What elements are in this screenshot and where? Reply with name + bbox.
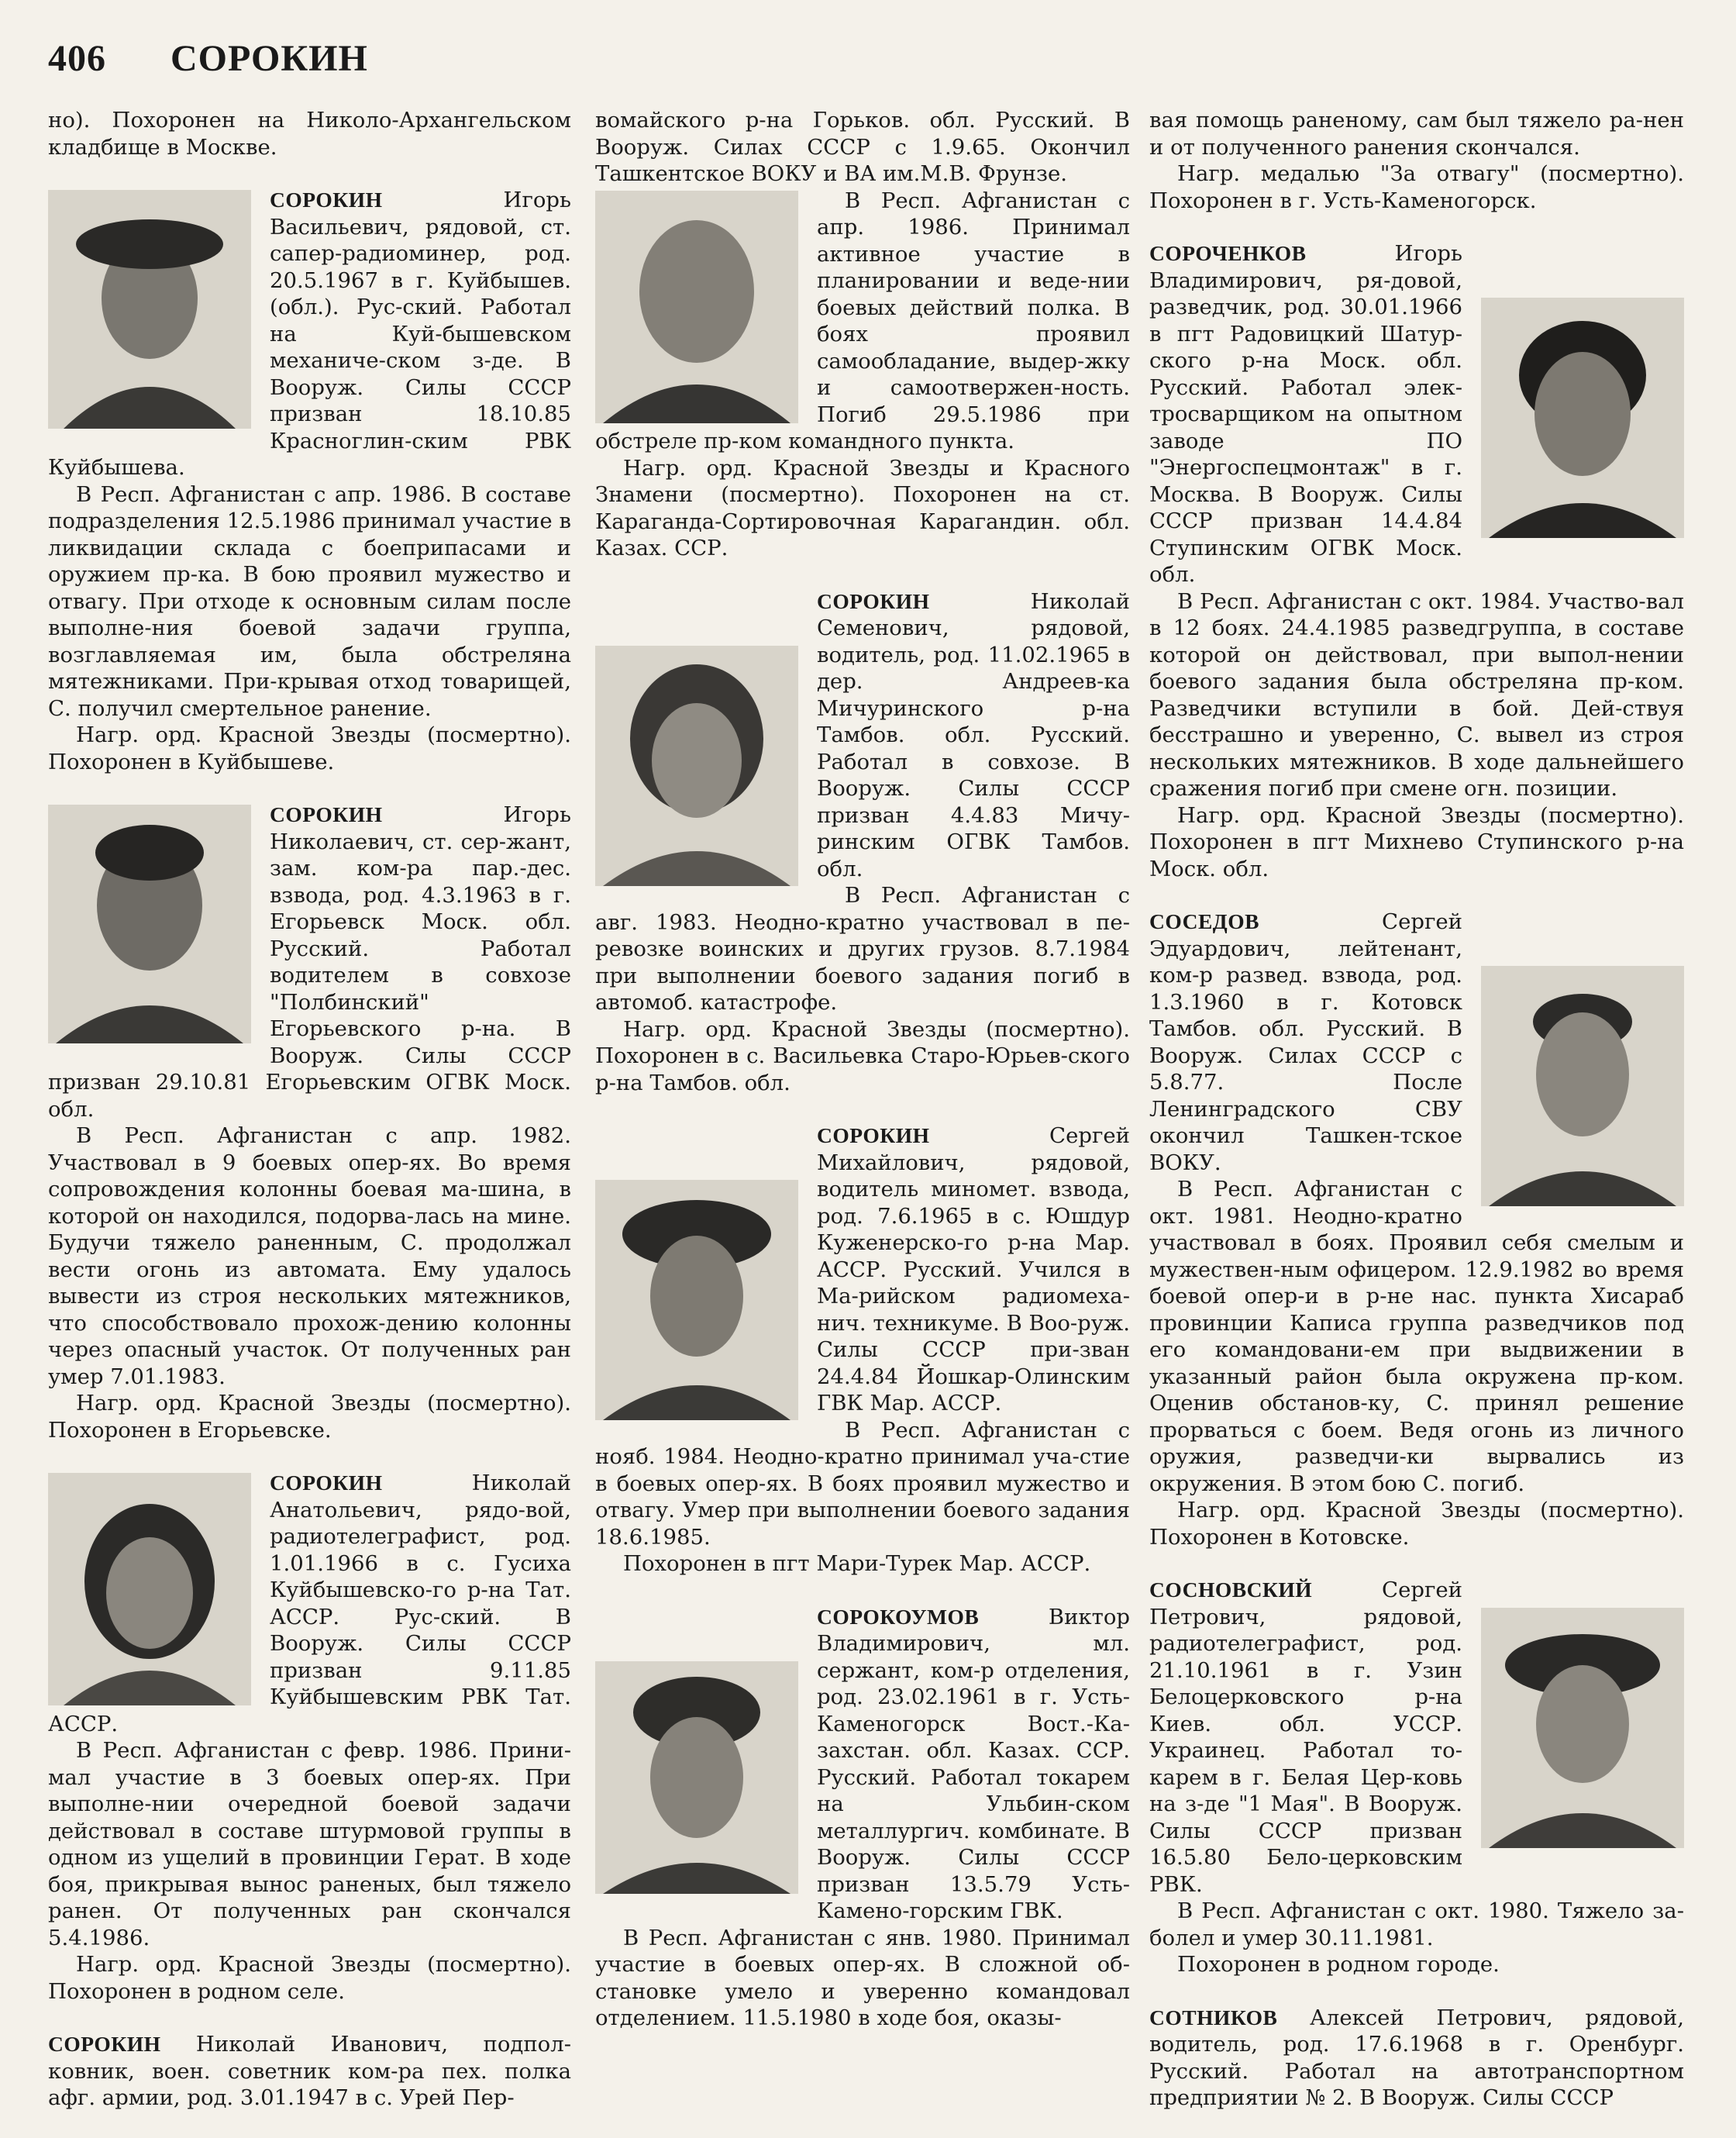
entry-service: В Респ. Афганистан с авг. 1983. Неодно-кратно участвовал в пе-ревозке воинских и других грузов. 8.7.1984 при выполнении боевого задания погиб в автомоб. катастрофе.: [595, 883, 1130, 1015]
portrait-photo: [48, 190, 251, 429]
page-number: 406: [48, 38, 106, 79]
biography-entry: [1149, 909, 1684, 1550]
entry-lead: Игорь Владимирович, ря-довой, разведчик, род. 30.01.1966 в пгт Радовицкий Шатур-ского р-на Моск. обл. Русский. Работал элек-тросварщиком на опытном заводе ПО "Энергоспецмонтаж" в г. Москва. В Вооруж. Силы СССР призван 14.4.84 Ступинским ОГВК Моск. обл.: [1149, 241, 1462, 587]
biography-entry: [48, 187, 571, 775]
entry-award: Нагр. орд. Красной Звезды и Красного Знамени (посмертно). Похоронен на ст. Караганда-Сортировочная Карагандин. обл. Казах. ССР.: [595, 455, 1130, 560]
entry-lead: Игорь Николаевич, ст. сер-жант, зам. ком-ра пар.-дес. взвода, род. 4.3.1963 в г. Егорьевск Моск. обл. Русский. Работал водителем в совхозе "Полбинский" Егорьевского р-на. В Вооруж. Силы СССР призван 29.10.81 Егорьевским ОГВК Моск. обл.: [48, 802, 571, 1122]
biography-entry: [1149, 240, 1684, 882]
entry-surname: СОСЕДОВ: [1149, 909, 1259, 933]
entry-award: Нагр. медалью "За отвагу" (посмертно). Похоронен в г. Усть-Каменогорск.: [1149, 161, 1684, 213]
continuation-block: [595, 188, 1130, 562]
entry-service: В Респ. Афганистан с апр. 1986. В составе подразделения 12.5.1986 принимал участие в ликвидации склада с боеприпасами и оружием пр-ка. В бою проявил мужество и отвагу. При отходе к основным силам после выполне-ния боевой задачи группа, возглавляемая им, была обстреляна мятежниками. При-крывая отход товарищей, С. получил смертельное ранение.: [48, 481, 571, 721]
portrait-photo: [1481, 1608, 1684, 1848]
running-title: СОРОКИН: [170, 38, 368, 79]
entry-surname: СОСНОВСКИЙ: [1149, 1578, 1313, 1602]
portrait-photo: [595, 1661, 798, 1894]
entry-service: В Респ. Афганистан с янв. 1980. Принимал участие в боевых опер-ях. В сложной об-становке умело и уверенно командовал отделением. 11.5.1980 в ходе боя, оказы-: [595, 1925, 1130, 2030]
biography-entry: [48, 1470, 571, 2005]
entry-lead: Алексей Петрович, рядовой, водитель, род. 17.6.1968 в г. Оренбург. Русский. Работал на автотранспортном предприятии № 2. В Вооруж. Силы СССР: [1149, 2005, 1684, 2110]
entry-service: В Респ. Афганистан с февр. 1986. Прини-мал участие в 3 боевых опер-ях. При выполне-нии очередной боевой задачи действовал в составе штурмовой группы в одном из ущелий в провинции Герат. В ходе боя, прикрывая вынос раненых, был тяжело ранен. От полученных ран скончался 5.4.1986.: [48, 1738, 571, 1950]
entry-lead: Сергей Михайлович, рядовой, водитель миномет. взвода, род. 7.6.1965 в с. Юшдур Куженерско-го р-на Мар. АССР. Русский. Учился в Ма-рийском радиомеха-нич. техникуме. В Воо-руж. Силы СССР при-зван 24.4.84 Йошкар-Олинским ГВК Мар. АССР.: [817, 1123, 1130, 1416]
entry-service: В Респ. Афганистан с окт. 1980. Тяжело за-болел и умер 30.11.1981.: [1149, 1898, 1684, 1950]
entry-surname: СОРОКОУМОВ: [817, 1604, 980, 1629]
entry-surname: СОРОКИН: [48, 2032, 161, 2056]
entry-service: В Респ. Афганистан с нояб. 1984. Неодно-кратно принимал уча-стие в боевых опер-ях. В боях проявил мужество и отвагу. Умер при выполнении боевого задания 18.6.1985.: [595, 1417, 1130, 1550]
entry-award: Нагр. орд. Красной Звезды (посмертно). Похоронен в пгт Михнево Ступинского р-на Моск. обл.: [1149, 802, 1684, 881]
column-3: [1149, 107, 1684, 2138]
page-header: [48, 37, 368, 80]
entry-surname: СОТНИКОВ: [1149, 2005, 1278, 2029]
entry-surname: СОРОКИН: [270, 1471, 383, 1495]
entry-surname: СОРОКИН: [270, 188, 383, 212]
entry-service: В Респ. Афганистан с окт. 1981. Неодно-кратно участвовал в боях. Проявил себя смелым и мужествен-ным офицером. 12.9.1982 во время боевой опер-и в р-не нас. пункта Хисараб провинции Каписа группа разведчиков под его командовани-ем при выдвижении в указанный район была окружена пр-ком. Оценив обстанов-ку, С. принял решение прорваться с боем. Ведя огонь из личного оружия, разведчи-ки вырвались из окружения. В этом бою С. погиб.: [1149, 1177, 1684, 1496]
entry-lead: Николай Семенович, рядовой, водитель, род. 11.02.1965 в дер. Андреев-ка Мичуринского р-на Тамбов. обл. Русский. Работал в совхозе. В Вооруж. Силы СССР призван 4.4.83 Мичу-ринским ОГВК Тамбов. обл.: [817, 588, 1130, 881]
continuation-text: вомайского р-на Горьков. обл. Русский. В Вооруж. Силах СССР с 1.9.65. Окончил Ташкентское ВОКУ и ВА им.М.В. Фрунзе.: [595, 108, 1130, 186]
entry-service: В Респ. Афганистан с окт. 1984. Участво-вал в 12 боях. 24.4.1985 разведгруппа, в составе которой он действовал, при выпол-нении боевого задания была обстреляна пр-ком. Разведчики вступили в бой. Дей-ствуя бесстрашно и уверенно, С. вывел из строя нескольких мятежников. В ходе дальнейшего сражения погиб при смене огн. позиции.: [1149, 588, 1684, 801]
continuation-text: но). Похоронен на Николо-Архангельском кладбище в Москве.: [48, 108, 571, 160]
portrait-photo: [1481, 966, 1684, 1206]
entry-surname: СОРОКИН: [817, 1123, 930, 1147]
entry-lead: Николай Иванович, подпол-ковник, воен. советник ком-ра пех. полка афг. армии, род. 3.01.1947 в с. Урей Пер-: [48, 2032, 571, 2110]
entry-surname: СОРОКИН: [817, 588, 930, 613]
portrait-photo: [595, 191, 798, 423]
entry-award: Нагр. орд. Красной Звезды (посмертно). Похоронен в Котовске.: [1149, 1498, 1684, 1550]
entry-award: Нагр. орд. Красной Звезды (посмертно). Похоронен в Егорьевске.: [48, 1391, 571, 1443]
biography-entry: [595, 1122, 1130, 1578]
biography-entry: [595, 1604, 1130, 2032]
entry-surname: СОРОЧЕНКОВ: [1149, 241, 1307, 265]
entry-lead: Николай Анатольевич, рядо-вой, радиотелеграфист, род. 1.01.1966 в с. Гусиха Куйбышевско-го р-на Тат. АССР. Рус-ский. В Вооруж. Силы СССР призван 9.11.85 Куйбышевским РВК Тат. АССР.: [48, 1471, 571, 1736]
biography-entry: [1149, 2005, 1684, 2112]
entry-award: Нагр. орд. Красной Звезды (посмертно). Похоронен в родном селе.: [48, 1952, 571, 2004]
entry-award: Похоронен в родном городе.: [1177, 1952, 1500, 1977]
entry-service: В Респ. Афганистан с апр. 1982. Участвовал в 9 боевых опер-ях. Во время сопровождения колонны боевая ма-шина, в которой он находился, подорва-лась на мине. Будучи тяжело раненным, С. продолжал вести огонь из автомата. Ему удалось вывести из строя нескольких мятежников, что способствовало прохож-дению колонны через опасный участок. От полученных ран умер 7.01.1983.: [48, 1123, 571, 1389]
continuation-text: вая помощь раненому, сам был тяжело ра-нен и от полученного ранения скончался.: [1149, 108, 1684, 160]
biography-entry: [595, 588, 1130, 1097]
biography-entry: [48, 2031, 571, 2112]
entry-award: Нагр. орд. Красной Звезды (посмертно). Похоронен в Куйбышеве.: [48, 722, 571, 774]
entry-lead: Сергей Петрович, рядовой, радиотелеграфист, род. 21.10.1961 в г. Узин Белоцерковского р-на Киев. обл. УССР. Украинец. Работал то-карем в г. Белая Цер-ковь на з-де "1 Мая". В Вооруж. Силы СССР призван 16.5.80 Бело-церковским РВК.: [1149, 1578, 1462, 1897]
portrait-photo: [595, 646, 798, 886]
entry-lead: Виктор Владимирович, мл. сержант, ком-р отделения, род. 23.02.1961 в г. Усть-Каменогорск Вост.-Ка-захстан. обл. Казах. ССР. Русский. Работал токарем на Ульбин-ском металлургич. комбинате. В Вооруж. Силы СССР призван 13.5.79 Усть-Камено-горским ГВК.: [817, 1604, 1130, 1923]
entry-lead: Сергей Эдуардович, лейтенант, ком-р развед. взвода, род. 1.3.1960 в г. Котовск Тамбов. обл. Русский. В Вооруж. Силах СССР с 5.8.77. После Ленинградского СВУ окончил Ташкен-тское ВОКУ.: [1149, 909, 1462, 1175]
entry-award: Похоронен в пгт Мари-Турек Мар. АССР.: [623, 1551, 1091, 1576]
entry-award: Нагр. орд. Красной Звезды (посмертно). Похоронен в с. Васильевка Старо-Юрьев-ского р-на Тамбов. обл.: [595, 1016, 1130, 1095]
entry-lead: Игорь Васильевич, рядовой, ст. сапер-радиоминер, род. 20.5.1967 в г. Куйбышев. (обл.). Рус-ский. Работал на Куй-бышевском механиче-ском з-де. В Вооруж. Силы СССР призван 18.10.85 Красноглин-ским РВК Куйбышева.: [48, 188, 571, 480]
column-1: [48, 107, 571, 2138]
portrait-photo: [1481, 298, 1684, 538]
portrait-photo: [48, 805, 251, 1043]
column-2: [595, 107, 1130, 2058]
entry-service: В Респ. Афганистан с апр. 1986. Принимал активное участие в планировании и веде-нии боевых действий полка. В боях проявил самообладание, выдер-жку и самоотвержен-ность. Погиб 29.5.1986 при обстреле пр-ком командного пункта.: [595, 188, 1130, 453]
biography-entry: [48, 802, 571, 1443]
biography-entry: [1149, 1577, 1684, 1978]
portrait-photo: [595, 1180, 798, 1420]
portrait-photo: [48, 1473, 251, 1705]
entry-surname: СОРОКИН: [270, 802, 383, 826]
